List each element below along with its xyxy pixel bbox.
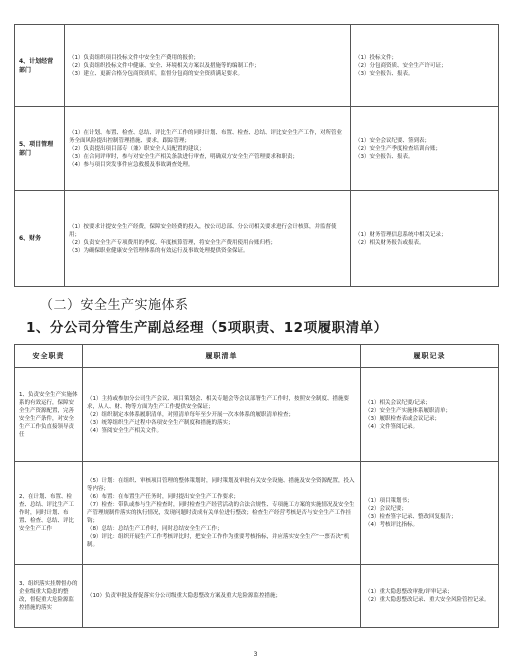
- table-row: [15, 107, 499, 191]
- responsibility-table-continued: [14, 24, 499, 287]
- duty-records: （1）项目策划书； （2）会议纪要； （3）检查签字记录、整改回复报告； （4）考核评比指标。: [361, 462, 499, 565]
- table-row: [15, 191, 499, 287]
- table-row: [15, 462, 499, 565]
- section-heading: （二）安全生产实施体系: [40, 298, 189, 313]
- page-number: 3: [253, 651, 258, 658]
- column-header-checklist: 履职清单: [83, 345, 361, 368]
- table-row: [15, 368, 499, 462]
- department-name: 6、财务: [15, 191, 65, 287]
- duty-records: （1）相关会议纪要/记录； （2）安全生产实施体系履职清单； （3）履职检查表或会议记录； （4）文件签阅记录。: [361, 368, 499, 462]
- record-list: （1）投标文件； （2）分包商资质、安全生产许可证； （3）安全报告、报表。: [351, 25, 499, 107]
- table-header-row: [15, 345, 499, 368]
- record-list: （1）安全会议纪要、签到表； （2）安全生产季度检查培训台账； （3）安全报告、报表。: [351, 107, 499, 191]
- vice-manager-duty-table: [14, 344, 499, 628]
- department-name: 4、计划经营 部门: [15, 25, 65, 107]
- duty-checklist: （10）负责审批及督促落实分公司级重大隐患整改方案及重大危险源监控措施；: [83, 565, 361, 628]
- safety-duty: 1、负责安全生产实施体系的有效运行，保障安全生产资源配置，完善安全生产条件，对安全生产工作负直接领导责任: [15, 368, 83, 462]
- column-header-duty: 安全职责: [15, 345, 83, 368]
- department-name: 5、项目管理 部门: [15, 107, 65, 191]
- record-list: （1）财务管理信息系统中相关记录； （2）相关财务报告或报表。: [351, 191, 499, 287]
- column-header-records: 履职记录: [361, 345, 499, 368]
- duty-checklist: （5）计划：在组织、审核项目管理的整体策划时，同时策划及审批有关安全设施、措施及安全资源配置，投入等内容； （6）布置：在布置生产任务时，同时提出安全生产工作要求； （7）检查：带队或参与生产检查时，同时检查生产经营活动的合法合规性、专项施工方案的实施情况及安全生产管理规制件落实的执行情况，发现问题时责成有关单位进行整改；检查生产经营考核是否与安全生产工作挂钩； （8）总结：总结生产工作时，同时总结安全生产工作； （9）评比：组织开展生产工作考核评比时，把安全工作作为重要考核指标，并应落实安全生产“一票否决”机制。: [83, 462, 361, 565]
- duty-list: （1）在计划、布置、检查、总结、评比生产工作的同时计划、布置、检查、总结、评比安全生产工作，对所管业务全面风险提出控制管理措施、要求，跟踪管理； （2）负责提出项目部专（兼）职安全人员配置的建议； （3）在合同评审时，参与对安全生产相关条款进行审查，明确双方安全生产管理要求和职责； （4）参与项目突发事件应急救援及事故调查处理。: [65, 107, 351, 191]
- table-row: [15, 25, 499, 107]
- duty-checklist: （1）主持或参加分公司生产会议、项目策划会、相关专题会等会议部署生产工作时，按照安全制度、措施要求，从人、财、物等方面为生产工作提供安全保证； （2）组织制定本体系履职清单，对照清单每年至少开展一次本体系的履职清单检查； （3）统筹组织生产过程中各项安全生产制度和措施的落实； （4）签阅安全生产相关文件。: [83, 368, 361, 462]
- duty-list: （1）按要求计提安全生产经费，保障安全经费的投入，按公司总部、分公司相关要求进行会计核算，并监督使用； （2）负责安全生产专项费用的季度、年度核算管理，将安全生产费用使用台账归档； （3）为确保职业健康安全管理体系的有效运行及事故处理提供资金保证。: [65, 191, 351, 287]
- duty-list: （1）负责组织项目投标文件中安全生产费用的报价； （2）负责组织投标文件中健康、安全、环境相关方案以及措施等的编制工作； （3）建立、更新合格分包商资质库，监督分包商的安全资质满足要求。: [65, 25, 351, 107]
- safety-duty: 2、在计划、布置、检查、总结、评比生产工作时，同时计划、布置、检查、总结、评比安全生产工作: [15, 462, 83, 565]
- safety-duty: 3、组织落实挂牌督办的企业级重大隐患的整改，督促重大危险源监控措施的落实: [15, 565, 83, 628]
- table-row: [15, 565, 499, 628]
- duty-records: （1）重大隐患整改审批/评审记录； （2）重大隐患整改记录、重大安全风险管控记录。: [361, 565, 499, 628]
- sub-heading: 1、分公司分管生产副总经理（5项职责、12项履职清单）: [26, 320, 388, 336]
